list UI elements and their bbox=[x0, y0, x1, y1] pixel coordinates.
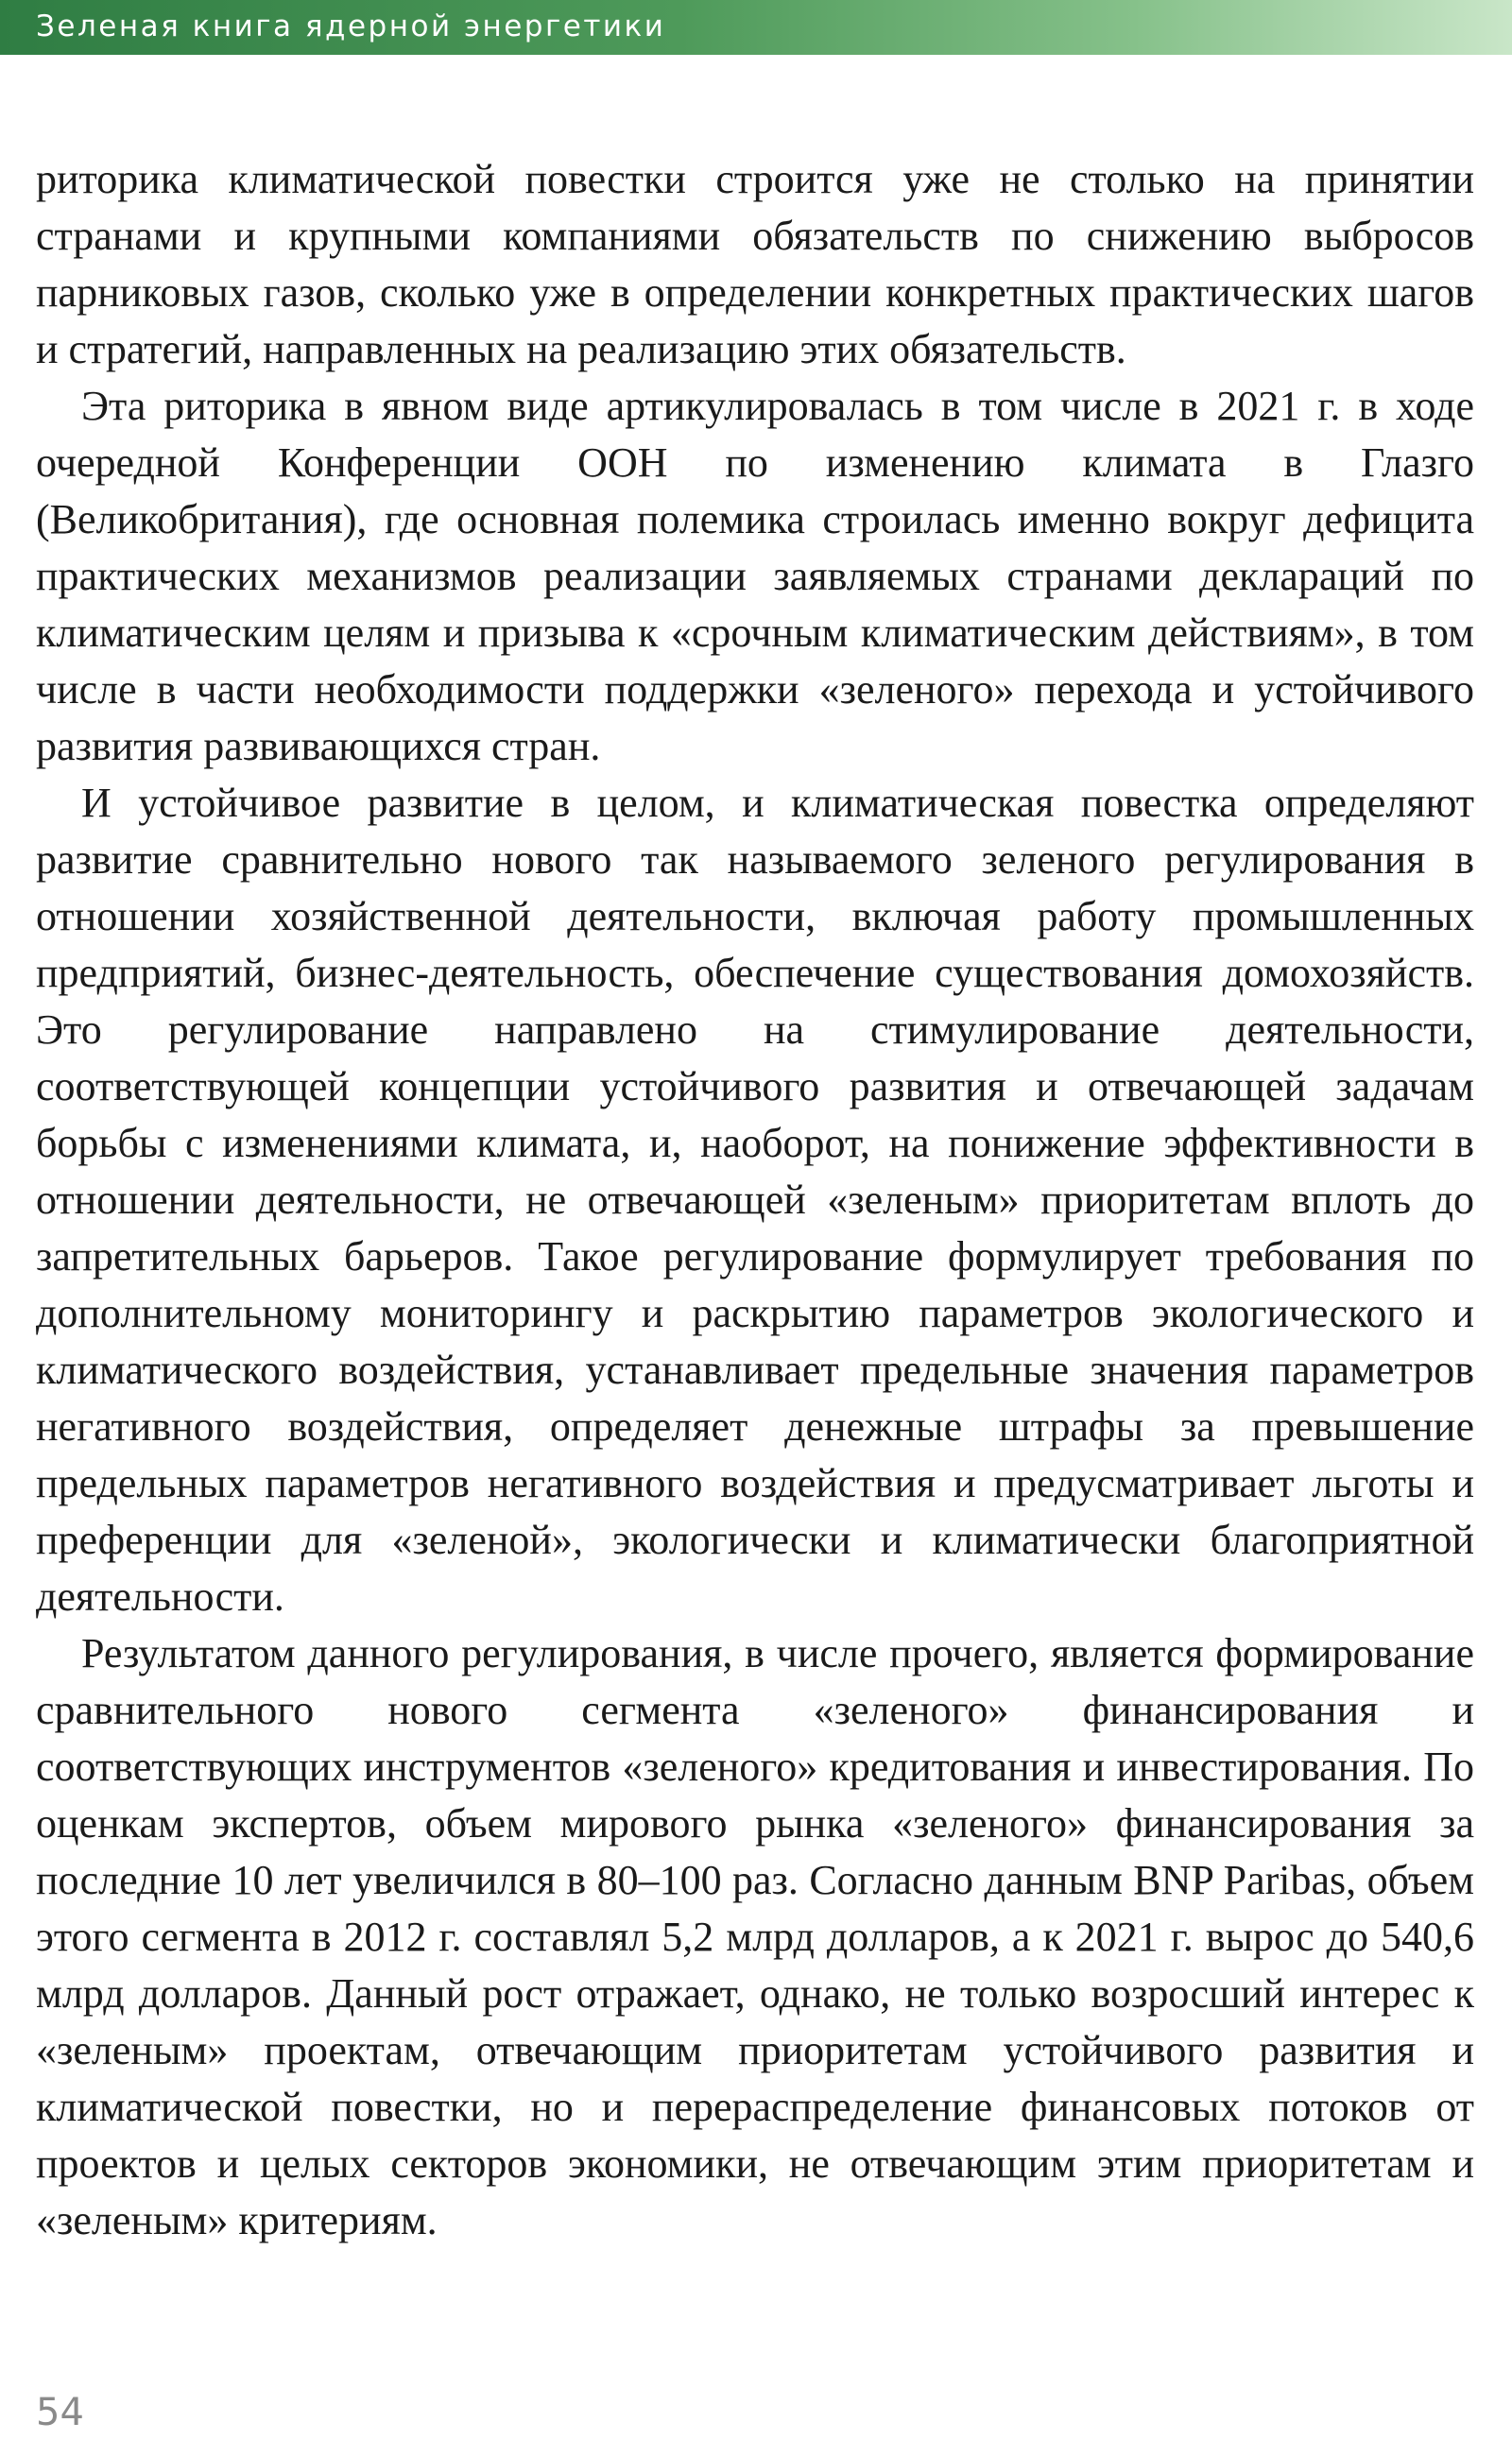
page-number: 54 bbox=[36, 2391, 84, 2434]
header-band bbox=[0, 0, 1512, 55]
paragraph: Результатом данного регулирования, в числе прочего, является формирование сравнительного нового сегмента «зеленого» финансирования и соответствующих инструментов «зеленого» кредитования и инвестирования. По оценкам экспертов, объем мирового рынка «зеленого» финансирования за последние 10 лет увеличился в 80–100 раз. Согласно данным BNP Paribas, объем этого сегмента в 2012 г. составлял 5,2 млрд долларов, а к 2021 г. вырос до 540,6 млрд долларов. Данный рост отражает, однако, не только возросший интерес к «зеленым» проектам, отвечающим приоритетам устойчивого развития и климатической повестки, но и перераспределение финансовых потоков от проектов и целых секторов экономики, не отвечающим этим приоритетам и «зеленым» критериям. bbox=[36, 1630, 1474, 2243]
paragraph: И устойчивое развитие в целом, и климатическая повестка определяют развитие сравнительно нового так называемого зеленого регулирования в отношении хозяйственной деятельности, включая работу промышленных предприятий, бизнес-деятельность, обеспечение существования домохозяйств. Это регулирование направлено на стимулирование деятельности, соответствующей концепции устойчивого развития и отвечающей задачам борьбы с изменениями климата, и, наоборот, на понижение эффективности в отношении деятельности, не отвечающей «зеленым» приоритетам вплоть до запретительных барьеров. Такое регулирование формулирует требования по дополнительному мониторингу и раскрытию параметров экологического и климатического воздействия, устанавливает предельные значения параметров негативного воздействия, определяет денежные штрафы за превышение предельных параметров негативного воздействия и предусматривает льготы и преференции для «зеленой», экологически и климатически благоприятной деятельности. bbox=[36, 780, 1474, 1620]
running-header-title: Зеленая книга ядерной энергетики bbox=[36, 9, 666, 43]
paragraph: Эта риторика в явном виде артикулировалась в том числе в 2021 г. в ходе очередной Конференции ООН по изменению климата в Глазго (Великобритания), где основная полемика строилась именно вокруг дефицита практических механизмов реализации заявляемых странами деклараций по климатическим целям и призыва к «срочным климатическим действиям», в том числе в части необходимости поддержки «зеленого» перехода и устойчивого развития развивающихся стран. bbox=[36, 383, 1474, 769]
paragraph: риторика климатической повестки строится уже не столько на принятии странами и крупными компаниями обязательств по снижению выбросов парниковых газов, сколько уже в определении конкретных практических шагов и стратегий, направленных на реализацию этих обязательств. bbox=[36, 156, 1474, 372]
body-text bbox=[36, 151, 1474, 2249]
